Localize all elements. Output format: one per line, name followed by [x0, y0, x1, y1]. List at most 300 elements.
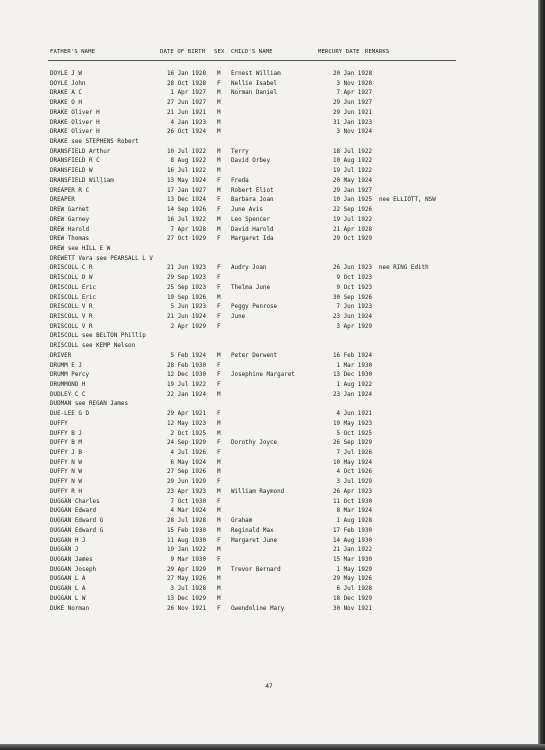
father-name: DUFFY J B: [50, 450, 82, 457]
sex: F: [217, 304, 221, 311]
mercury-date: 29 Jun 1921: [332, 109, 372, 116]
table-row: [0, 216, 538, 226]
sex: F: [217, 265, 221, 272]
date-of-birth: 2 Apr 1929: [170, 323, 206, 330]
date-of-birth: 21 Jun 1923: [166, 265, 206, 272]
sex: M: [217, 100, 221, 107]
sex: F: [217, 362, 221, 369]
father-name: DRISCOLL V R: [50, 323, 93, 330]
table-row: [0, 109, 538, 119]
table-row: [0, 148, 538, 158]
date-of-birth: 28 Oct 1928: [166, 80, 206, 87]
table-row: [0, 605, 538, 615]
mercury-date: 3 Nov 1924: [336, 129, 372, 136]
mercury-date: 9 Oct 1923: [336, 275, 372, 282]
table-row: [0, 196, 538, 206]
father-name: DRAKE Oliver H: [50, 109, 100, 116]
table-row: [0, 157, 538, 167]
sex: M: [217, 119, 221, 126]
mercury-date: 1 Aug 1928: [336, 518, 372, 525]
date-of-birth: 9 Mar 1930: [170, 556, 206, 563]
mercury-date: 10 Aug 1922: [332, 158, 372, 165]
remarks: nee ELLIOTT, NSW: [379, 197, 436, 204]
sex: M: [217, 226, 221, 233]
date-of-birth: 21 Jun 1924: [166, 313, 206, 320]
mercury-date: 29 Jun 1927: [332, 100, 372, 107]
father-name: DRISCOLL see KEMP Nelson: [50, 343, 136, 350]
date-of-birth: 13 May 1924: [166, 177, 206, 184]
sex: F: [217, 197, 221, 204]
date-of-birth: 22 Jan 1924: [166, 391, 206, 398]
table-row: [0, 245, 538, 255]
date-of-birth: 24 Sep 1929: [166, 440, 206, 447]
child-name: Freda: [231, 177, 249, 184]
date-of-birth: 3 Jul 1928: [170, 586, 206, 593]
father-name: DRISCOLL V R: [50, 313, 93, 320]
mercury-date: 18 Jul 1922: [332, 148, 372, 155]
page-bottom-shadow: [0, 744, 545, 750]
table-row: [0, 371, 538, 381]
father-name: DUFFY N W: [50, 479, 82, 486]
mercury-date: 4 Oct 1926: [336, 469, 372, 476]
header-child: CHILD'S NAME: [231, 49, 273, 55]
mercury-date: 18 Dec 1929: [332, 595, 372, 602]
child-name: Margaret June: [231, 537, 278, 544]
mercury-date: 23 Jan 1924: [332, 391, 372, 398]
table-row: [0, 362, 538, 372]
mercury-date: 30 Sep 1926: [332, 294, 372, 301]
date-of-birth: 11 Aug 1930: [166, 537, 206, 544]
father-name: DREAPER: [50, 197, 75, 204]
table-row: [0, 459, 538, 469]
date-of-birth: 12 Dec 1930: [166, 372, 206, 379]
table-row: [0, 537, 538, 547]
table-row: [0, 284, 538, 294]
father-name: DRAKE Oliver H: [50, 129, 100, 136]
remarks: nee RING Edith: [379, 265, 429, 272]
date-of-birth: 29 Apr 1921: [166, 411, 206, 418]
table-row: [0, 177, 538, 187]
sex: M: [217, 576, 221, 583]
father-name: DUGGAN Joseph: [50, 566, 97, 573]
table-row: [0, 400, 538, 410]
sex: M: [217, 109, 221, 116]
mercury-date: 3 Nov 1928: [336, 80, 372, 87]
father-name: DUGGAN L A: [50, 586, 86, 593]
mercury-date: 15 Mar 1930: [332, 556, 372, 563]
table-row: [0, 323, 538, 333]
mercury-date: 9 Oct 1923: [336, 284, 372, 291]
table-row: [0, 575, 538, 585]
father-name: DREW Thomas: [50, 236, 90, 243]
child-name: David Orbey: [231, 158, 271, 165]
table-row: [0, 128, 538, 138]
father-name: DREWETT Vera see PEARSALL L V: [50, 255, 153, 262]
mercury-date: 13 Dec 1930: [332, 372, 372, 379]
table-row: [0, 430, 538, 440]
father-name: DRISCOLL D W: [50, 275, 93, 282]
father-name: DUFFY N W: [50, 469, 82, 476]
father-name: DRISCOLL V R: [50, 304, 93, 311]
father-name: DRANSFIELD Arthur: [50, 148, 111, 155]
sex: F: [217, 372, 221, 379]
date-of-birth: 16 Jul 1922: [166, 168, 206, 175]
sex: F: [217, 411, 221, 418]
page-number: 47: [265, 683, 273, 690]
date-of-birth: 2 Oct 1925: [170, 430, 206, 437]
mercury-date: 4 Jun 1921: [336, 411, 372, 418]
table-row: [0, 226, 538, 236]
sex: F: [217, 284, 221, 291]
table-row: [0, 478, 538, 488]
child-name: Gwendoline Mary: [231, 605, 285, 612]
mercury-date: 30 Nov 1921: [332, 605, 372, 612]
father-name: DUGGAN Charles: [50, 498, 100, 505]
sex: F: [217, 556, 221, 563]
table-row: [0, 235, 538, 245]
table-row: [0, 187, 538, 197]
mercury-date: 3 Jul 1929: [336, 479, 372, 486]
date-of-birth: 28 Feb 1930: [166, 362, 206, 369]
table-row: [0, 439, 538, 449]
father-name: DUDLEY C C: [50, 391, 86, 398]
mercury-date: 19 May 1923: [332, 420, 372, 427]
date-of-birth: 12 May 1923: [166, 420, 206, 427]
date-of-birth: 26 Oct 1924: [166, 129, 206, 136]
sex: F: [217, 382, 221, 388]
mercury-date: 17 Feb 1930: [332, 527, 372, 534]
child-name: Ernest William: [231, 71, 281, 77]
child-name: David Harold: [231, 226, 274, 233]
table-row: [0, 595, 538, 605]
table-row: [0, 332, 538, 342]
father-name: DREW Harold: [50, 226, 90, 233]
father-name: DRUMM E J: [50, 362, 82, 369]
father-name: DRANSFIELD W: [50, 168, 93, 175]
mercury-date: 29 May 1926: [332, 576, 372, 583]
father-name: DOYLE John: [50, 80, 86, 87]
date-of-birth: 29 Apr 1929: [166, 566, 206, 573]
header-father: FATHER'S NAME: [50, 49, 96, 55]
father-name: DUGGAN L A: [50, 576, 86, 583]
table-row: [0, 274, 538, 284]
date-of-birth: 16 Jan 1928: [166, 71, 206, 77]
mercury-date: 1 Aug 1922: [336, 382, 372, 388]
mercury-date: 26 Apr 1923: [332, 488, 372, 495]
date-of-birth: 17 Jan 1927: [166, 187, 206, 194]
record-list: [0, 70, 538, 614]
date-of-birth: 1 Apr 1927: [170, 90, 206, 97]
table-row: [0, 507, 538, 517]
table-row: [0, 313, 538, 323]
date-of-birth: 27 Oct 1929: [166, 236, 206, 243]
mercury-date: 11 Oct 1930: [332, 498, 372, 505]
child-name: Robert Eliot: [231, 187, 274, 194]
father-name: DREAPER R C: [50, 187, 90, 194]
father-name: DUGGAN J: [50, 547, 79, 554]
father-name: DREW see HILL E W: [50, 245, 111, 252]
table-row: [0, 138, 538, 148]
mercury-date: 26 Jun 1923: [332, 265, 372, 272]
header-remarks: REMARKS: [365, 49, 390, 55]
mercury-date: 6 Jul 1928: [336, 586, 372, 593]
date-of-birth: 5 Feb 1924: [170, 352, 206, 359]
sex: F: [217, 498, 221, 505]
table-row: [0, 449, 538, 459]
date-of-birth: 4 Jul 1926: [170, 450, 206, 457]
sex: M: [217, 90, 221, 97]
child-name: Thelma June: [231, 284, 271, 291]
sex: M: [217, 168, 221, 175]
date-of-birth: 10 Jul 1922: [166, 148, 206, 155]
sex: F: [217, 80, 221, 87]
date-of-birth: 5 Jun 1923: [170, 304, 206, 311]
sex: M: [217, 158, 221, 165]
father-name: DUGGAN Edward G: [50, 518, 104, 525]
date-of-birth: 29 Jun 1929: [166, 479, 206, 486]
child-name: Josephine Margaret: [231, 372, 295, 379]
header-dob: DATE OF BIRTH: [160, 49, 206, 55]
table-row: [0, 420, 538, 430]
table-row: [0, 468, 538, 478]
child-name: Terry: [231, 148, 249, 155]
table-row: [0, 546, 538, 556]
child-name: Nellie Isabel: [231, 80, 278, 87]
mercury-date: 23 Jun 1924: [332, 313, 372, 320]
father-name: DUDMAN see REGAN James: [50, 401, 129, 408]
mercury-date: 22 Sep 1926: [332, 207, 372, 214]
table-row: [0, 255, 538, 265]
date-of-birth: 13 Dec 1924: [166, 197, 206, 204]
father-name: DRAKE Oliver H: [50, 119, 100, 126]
father-name: DUE-LEE G D: [50, 411, 90, 418]
sex: M: [217, 488, 221, 495]
table-row: [0, 167, 538, 177]
mercury-date: 19 Jul 1922: [332, 216, 372, 223]
mercury-date: 10 Jan 1925: [332, 197, 372, 204]
child-name: Norman Daniel: [231, 90, 278, 97]
father-name: DRANSFIELD R C: [50, 158, 100, 165]
father-name: DRISCOLL C R: [50, 265, 93, 272]
father-name: DRAKE A C: [50, 90, 82, 97]
sex: F: [217, 450, 221, 457]
mercury-date: 20 Jan 1928: [332, 71, 372, 77]
sex: F: [217, 207, 221, 214]
father-name: DRISCOLL Eric: [50, 294, 97, 301]
table-row: [0, 391, 538, 401]
mercury-date: 1 Mar 1930: [336, 362, 372, 369]
mercury-date: 5 Oct 1925: [336, 430, 372, 437]
mercury-date: 20 May 1924: [332, 177, 372, 184]
child-name: Barbara Joan: [231, 197, 274, 204]
mercury-date: 26 Sep 1929: [332, 440, 372, 447]
father-name: DOYLE J W: [50, 71, 82, 77]
sex: F: [217, 605, 221, 612]
table-row: [0, 517, 538, 527]
sex: M: [217, 187, 221, 194]
father-name: DRUMM Percy: [50, 372, 90, 379]
date-of-birth: 14 Sep 1926: [166, 207, 206, 214]
father-name: DUGGAN Edward G: [50, 527, 104, 534]
sex: F: [217, 440, 221, 447]
date-of-birth: 8 Aug 1922: [170, 158, 206, 165]
father-name: DUFFY: [50, 420, 68, 427]
father-name: DUKE Norman: [50, 605, 90, 612]
table-row: [0, 70, 538, 80]
date-of-birth: 27 May 1926: [166, 576, 206, 583]
child-name: Peggy Penrose: [231, 304, 278, 311]
sex: M: [217, 391, 221, 398]
date-of-birth: 15 Feb 1930: [166, 527, 206, 534]
sex: M: [217, 294, 221, 301]
table-row: [0, 80, 538, 90]
table-row: [0, 303, 538, 313]
child-name: Graham: [231, 518, 253, 525]
table-row: [0, 352, 538, 362]
date-of-birth: 27 Jun 1927: [166, 100, 206, 107]
table-row: [0, 294, 538, 304]
table-row: [0, 206, 538, 216]
table-row: [0, 556, 538, 566]
mercury-date: 21 Jan 1922: [332, 547, 372, 554]
sex: M: [217, 352, 221, 359]
sex: F: [217, 313, 221, 320]
child-name: Audry Joan: [231, 265, 267, 272]
sex: M: [217, 566, 221, 573]
sex: M: [217, 430, 221, 437]
table-row: [0, 89, 538, 99]
date-of-birth: 19 Sep 1926: [166, 294, 206, 301]
sex: M: [217, 518, 221, 525]
table-row: [0, 498, 538, 508]
mercury-date: 1 May 1929: [336, 566, 372, 573]
sex: M: [217, 148, 221, 155]
mercury-date: 31 Jan 1923: [332, 119, 372, 126]
child-name: Margaret Ida: [231, 236, 274, 243]
father-name: DRAKE see STEPHENS Robert: [50, 139, 139, 146]
father-name: DUGGAN L W: [50, 595, 86, 602]
sex: M: [217, 129, 221, 136]
sex: M: [217, 216, 221, 223]
child-name: June Avis: [231, 207, 263, 214]
date-of-birth: 7 Apr 1928: [170, 226, 206, 233]
date-of-birth: 23 Apr 1923: [166, 488, 206, 495]
child-name: Leo Spencer: [231, 216, 271, 223]
mercury-date: 10 May 1924: [332, 459, 372, 466]
sex: M: [217, 527, 221, 534]
page-edge-shadow: [538, 0, 545, 750]
date-of-birth: 26 Nov 1921: [166, 605, 206, 612]
date-of-birth: 4 Jan 1923: [170, 119, 206, 126]
father-name: DUFFY B M: [50, 440, 82, 447]
father-name: DRISCOLL see BELTON Phillip: [50, 333, 146, 340]
header-rule: [48, 60, 456, 61]
date-of-birth: 6 May 1924: [170, 459, 206, 466]
date-of-birth: 27 Sep 1926: [166, 469, 206, 476]
sex: M: [217, 586, 221, 593]
mercury-date: 14 Aug 1930: [332, 537, 372, 544]
child-name: Peter Derwent: [231, 352, 278, 359]
table-row: [0, 381, 538, 391]
sex: M: [217, 420, 221, 427]
child-name: Reginald Max: [231, 527, 274, 534]
sex: M: [217, 71, 221, 77]
mercury-date: 19 Jul 1922: [332, 168, 372, 175]
child-name: William Raymond: [231, 488, 285, 495]
sex: F: [217, 537, 221, 544]
table-row: [0, 585, 538, 595]
father-name: DUGGAN James: [50, 556, 93, 563]
child-name: Trevor Bernard: [231, 566, 281, 573]
father-name: DUFFY B J: [50, 430, 82, 437]
date-of-birth: 28 Jul 1928: [166, 518, 206, 525]
father-name: DRANSFIELD William: [50, 177, 114, 184]
date-of-birth: 19 Jan 1922: [166, 547, 206, 554]
sex: M: [217, 508, 221, 515]
sex: M: [217, 595, 221, 602]
mercury-date: 21 Apr 1928: [332, 226, 372, 233]
table-row: [0, 488, 538, 498]
mercury-date: 7 Jul 1926: [336, 450, 372, 457]
table-row: [0, 566, 538, 576]
sex: F: [217, 275, 221, 282]
child-name: June: [231, 313, 246, 320]
date-of-birth: 16 Jul 1922: [166, 216, 206, 223]
mercury-date: 3 Apr 1929: [336, 323, 372, 330]
father-name: DUGGAN Edward: [50, 508, 97, 515]
father-name: DRIVER: [50, 352, 72, 359]
table-row: [0, 342, 538, 352]
table-row: [0, 527, 538, 537]
father-name: DUFFY R H: [50, 488, 82, 495]
mercury-date: 16 Feb 1924: [332, 352, 372, 359]
table-row: [0, 99, 538, 109]
date-of-birth: 19 Jul 1922: [166, 382, 206, 388]
table-row: [0, 264, 538, 274]
father-name: DUGGAN H J: [50, 537, 86, 544]
sex: F: [217, 323, 221, 330]
table-row: [0, 119, 538, 129]
date-of-birth: 25 Sep 1923: [166, 284, 206, 291]
mercury-date: 7 Jun 1923: [336, 304, 372, 311]
mercury-date: 7 Apr 1927: [336, 90, 372, 97]
sex: M: [217, 547, 221, 554]
mercury-date: 29 Jan 1927: [332, 187, 372, 194]
date-of-birth: 4 Mar 1924: [170, 508, 206, 515]
mercury-date: 29 Oct 1929: [332, 236, 372, 243]
father-name: DRAKE O H: [50, 100, 82, 107]
header-mercury: MERCURY DATE: [318, 49, 360, 55]
date-of-birth: 13 Dec 1929: [166, 595, 206, 602]
table-row: [0, 410, 538, 420]
date-of-birth: 7 Oct 1930: [170, 498, 206, 505]
child-name: Dorothy Joyce: [231, 440, 278, 447]
father-name: DRISCOLL Eric: [50, 284, 97, 291]
sex: F: [217, 236, 221, 243]
sex: F: [217, 177, 221, 184]
date-of-birth: 29 Sep 1923: [166, 275, 206, 282]
date-of-birth: 21 Jun 1921: [166, 109, 206, 116]
father-name: DREW Garnet: [50, 207, 90, 214]
father-name: DREW Garney: [50, 216, 90, 223]
sex: F: [217, 479, 221, 486]
header-sex: SEX: [214, 49, 225, 55]
sex: M: [217, 469, 221, 476]
sex: M: [217, 459, 221, 466]
mercury-date: 8 Mar 1924: [336, 508, 372, 515]
father-name: DUFFY N W: [50, 459, 82, 466]
father-name: DRUMMOND H: [50, 382, 86, 388]
